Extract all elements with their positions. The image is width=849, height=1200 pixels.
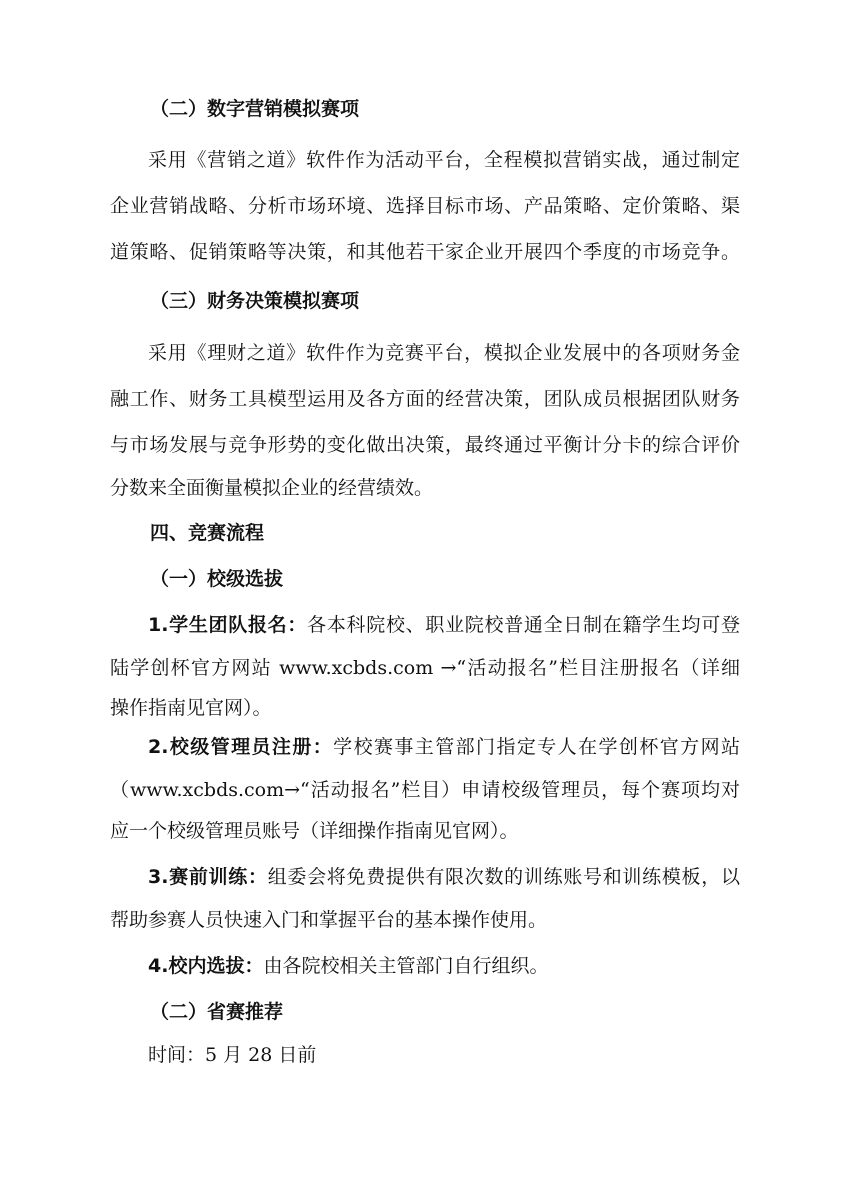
document-page: （二）数字营销模拟赛项 采用《营销之道》软件作为活动平台，全程模拟营销实战，通过制定 企业营销战略、分析市场环境、选择目标市场、产品策略、定价策略、渠 道策略、促销策略等决策，和其他若干家企业开展四个季度的市场竞争。 （三）财务决策模拟赛项 采用《理财之道》软件作为竞赛平台，模拟企业发展中的各项财务金 融工作、财务工具模型运用及各方面的经营决策，团队成员根据团队财务 与市场发展与竞争形势的变化做出决策，最终通过平衡计分卡的综合评价 分数来全面衡量模拟企业的经营绩效。 四、竞赛流程 （一）校级选拔 1.学生团队报名：各本科院校、职业院校普通全日制在籍学生均可登 陆学创杯官方网站 www.xcbds.com →“活动报名”栏目注册报名（详细 操作指南见官网）。 2.校级管理员注册：学校赛事主管部门指定专人在学创杯官方网站 （www.xcbds.com→“活动报名”栏目）申请校级管理员，每个赛项均对 应一个校级管理员账号（详细操作指南见官网）。 3.赛前训练：组委会将免费提供有限次数的训练账号和训练模板，以 帮助参赛人员快速入门和掌握平台的基本操作使用。 4.校内选拔：由各院校相关主管部门自行组织。 （二）省赛推荐 时间：5 月 28 日前 [110,98,740,1066]
item-label: 1.学生团队报名： [148,614,308,636]
item-label: 2.校级管理员注册： [148,736,334,758]
item-label: 3.赛前训练： [148,866,268,888]
item-label: 4.校内选拔： [148,955,264,977]
